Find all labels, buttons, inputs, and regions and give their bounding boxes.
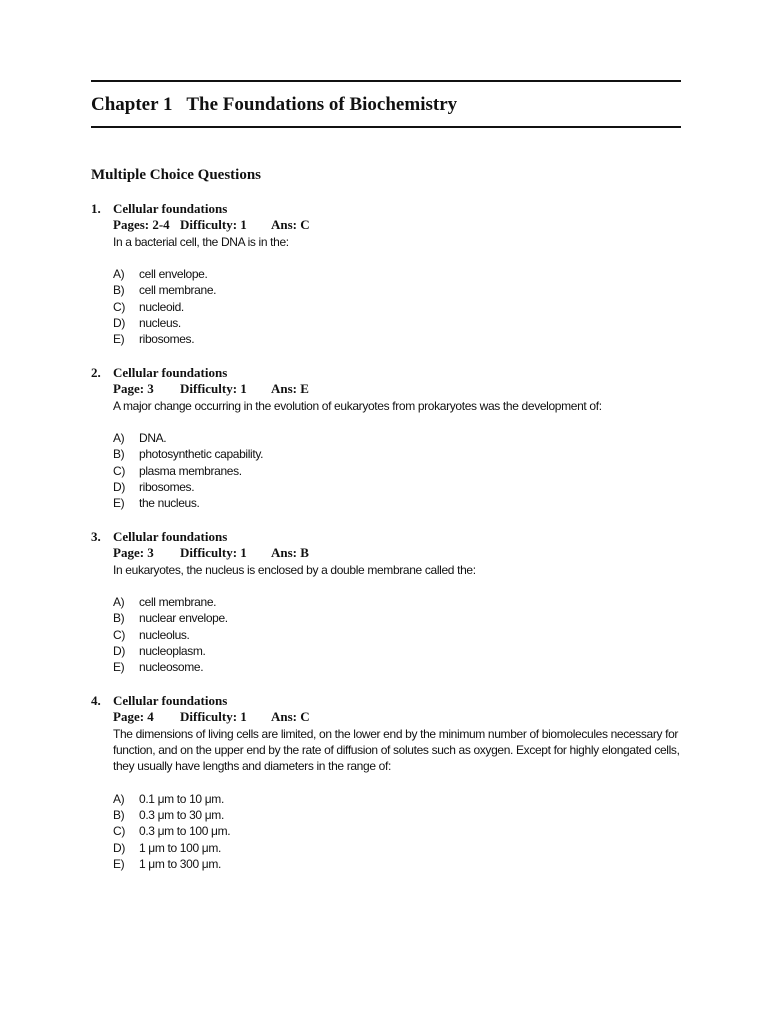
section-title: Multiple Choice Questions [91, 167, 262, 183]
answer-options [91, 791, 691, 872]
option-e [91, 856, 691, 872]
question-stem: In a bacterial cell, the DNA is in the: [113, 234, 289, 249]
option-text: the nucleus. [139, 496, 200, 511]
top-rule [91, 80, 681, 82]
option-letter: B) [113, 808, 125, 823]
question-header [91, 201, 691, 217]
question-difficulty: Difficulty: 1 [180, 545, 247, 561]
option-a [91, 791, 691, 807]
answer-options [91, 594, 691, 675]
question-1 [91, 201, 691, 361]
option-c [91, 299, 691, 315]
question-topic: Cellular foundations [113, 365, 228, 380]
question-meta [91, 217, 691, 233]
option-letter: E) [113, 856, 125, 871]
option-b [91, 807, 691, 823]
question-header [91, 529, 691, 545]
question-pages: Page: 3 [113, 545, 154, 561]
option-letter: D) [113, 840, 125, 855]
option-d [91, 643, 691, 659]
chapter-title: Chapter 1 The Foundations of Biochemistry [91, 94, 458, 115]
option-letter: B) [113, 447, 125, 462]
option-e [91, 659, 691, 675]
option-text: 0.1 μm to 10 μm. [139, 791, 224, 806]
question-pages: Page: 4 [113, 709, 154, 725]
option-text: ribosomes. [139, 332, 195, 347]
option-text: ribosomes. [139, 480, 195, 495]
question-stem: A major change occurring in the evolution of eukaryotes from prokaryotes was the development of: [113, 398, 602, 413]
question-stem: In eukaryotes, the nucleus is enclosed by a double membrane called the: [113, 562, 476, 577]
question-answer: Ans: C [271, 217, 310, 233]
question-difficulty: Difficulty: 1 [180, 381, 247, 397]
option-text: nucleus. [139, 316, 181, 331]
option-d [91, 840, 691, 856]
option-c [91, 463, 691, 479]
option-letter: A) [113, 595, 125, 610]
option-text: DNA. [139, 431, 167, 446]
option-text: cell envelope. [139, 267, 208, 282]
option-text: cell membrane. [139, 283, 217, 298]
question-difficulty: Difficulty: 1 [180, 217, 247, 233]
option-letter: B) [113, 611, 125, 626]
question-answer: Ans: E [271, 381, 309, 397]
option-text: 1 μm to 100 μm. [139, 840, 221, 855]
question-header [91, 365, 691, 381]
question-number: 3. [91, 529, 101, 544]
bottom-rule [91, 126, 681, 128]
option-letter: C) [113, 299, 125, 314]
option-letter: C) [113, 824, 125, 839]
option-letter: D) [113, 644, 125, 659]
option-letter: C) [113, 463, 125, 478]
option-letter: A) [113, 431, 125, 446]
question-pages: Pages: 2-4 [113, 217, 170, 233]
option-c [91, 627, 691, 643]
question-stem: The dimensions of living cells are limited, on the lower end by the minimum number of biomolecules necessary for function, and on the upper end by the rate of diffusion of solutes such as oxygen. Except for highly elongated cells, they usually have lengths and diameters in the range of: [113, 726, 680, 774]
option-letter: E) [113, 332, 125, 347]
option-text: nucleosome. [139, 660, 204, 675]
option-letter: B) [113, 283, 125, 298]
question-3 [91, 529, 691, 689]
option-text: photosynthetic capability. [139, 447, 264, 462]
option-c [91, 823, 691, 839]
question-meta [91, 709, 691, 725]
question-answer: Ans: B [271, 545, 309, 561]
question-topic: Cellular foundations [113, 201, 228, 216]
question-header [91, 693, 691, 709]
option-letter: A) [113, 267, 125, 282]
option-text: nucleoid. [139, 299, 184, 314]
option-text: cell membrane. [139, 595, 217, 610]
question-meta [91, 545, 691, 561]
option-b [91, 610, 691, 626]
option-text: 1 μm to 300 μm. [139, 856, 221, 871]
option-letter: E) [113, 496, 125, 511]
option-a [91, 430, 691, 446]
option-letter: A) [113, 791, 125, 806]
answer-options [91, 430, 691, 511]
option-text: nucleoplasm. [139, 644, 206, 659]
option-letter: C) [113, 627, 125, 642]
option-a [91, 266, 691, 282]
option-a [91, 594, 691, 610]
option-e [91, 495, 691, 511]
question-number: 2. [91, 365, 101, 380]
question-number: 4. [91, 693, 101, 708]
option-d [91, 479, 691, 495]
option-text: 0.3 μm to 30 μm. [139, 808, 224, 823]
option-e [91, 331, 691, 347]
answer-options [91, 266, 691, 347]
option-text: nucleolus. [139, 627, 190, 642]
option-letter: D) [113, 316, 125, 331]
option-b [91, 446, 691, 462]
question-topic: Cellular foundations [113, 693, 228, 708]
question-answer: Ans: C [271, 709, 310, 725]
option-d [91, 315, 691, 331]
option-text: 0.3 μm to 100 μm. [139, 824, 231, 839]
question-number: 1. [91, 201, 101, 216]
question-pages: Page: 3 [113, 381, 154, 397]
question-difficulty: Difficulty: 1 [180, 709, 247, 725]
option-text: plasma membranes. [139, 463, 242, 478]
question-4 [91, 693, 691, 885]
question-2 [91, 365, 691, 525]
option-b [91, 282, 691, 298]
option-text: nuclear envelope. [139, 611, 228, 626]
option-letter: D) [113, 480, 125, 495]
question-topic: Cellular foundations [113, 529, 228, 544]
question-meta [91, 381, 691, 397]
option-letter: E) [113, 660, 125, 675]
